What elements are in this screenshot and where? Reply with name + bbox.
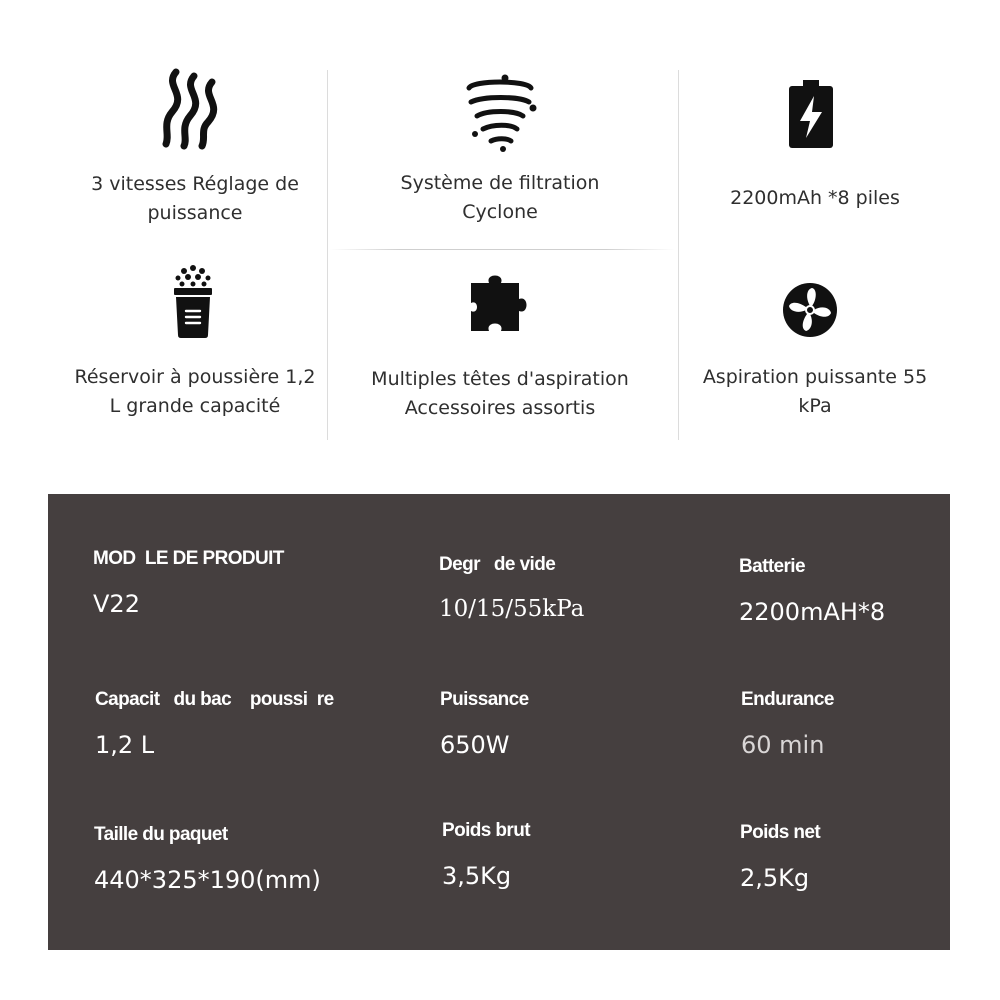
feature-filtration [345,60,655,240]
spec-value: 10/15/55kPa [439,596,585,622]
specifications-panel [48,494,950,950]
spec-vacuum [439,554,584,622]
feature-dust-tank [40,255,350,435]
feature-label: Aspiration puissante 55 kPa [702,366,928,417]
puzzle-piece-icon [467,269,537,339]
cyclone-icon [463,72,537,152]
spec-net-weight [740,822,820,892]
feature-speeds [40,60,350,240]
spec-label: Taille du paquet [94,824,228,845]
spec-value: 440*325*190(mm) [94,866,321,894]
battery-icon [787,80,835,148]
spec-label: Poids brut [442,820,530,841]
feature-suction [660,255,970,435]
spec-value: 2,5Kg [740,864,810,892]
spec-value: 650W [440,731,510,759]
heat-waves-icon [162,68,226,150]
spec-value: 1,2 L [95,731,155,759]
feature-label: Multiples têtes d'aspiration Accessoires assortis [371,368,629,419]
feature-battery [660,60,970,240]
fan-icon [781,281,839,339]
feature-label: 2200mAh *8 piles [730,187,900,209]
feature-heads [345,255,655,435]
spec-package-size [94,824,321,894]
divider-horizontal-center [330,249,675,250]
spec-gross-weight [442,820,530,890]
spec-dust-capacity [95,689,334,759]
spec-model [93,548,284,618]
spec-label: Degr de vide [439,554,556,575]
feature-label: 3 vitesses Réglage de puissance [91,173,299,224]
spec-value: V22 [93,590,140,618]
spec-label: Puissance [440,689,529,710]
feature-grid [0,0,1000,470]
spec-value: 2200mAH*8 [739,598,886,626]
spec-battery [739,556,885,626]
spec-endurance [741,689,834,759]
spec-label: MOD LE DE PRODUIT [93,548,284,569]
spec-label: Capacit du bac poussi re [95,689,334,710]
dust-container-icon [168,263,218,339]
spec-label: Endurance [741,689,834,710]
spec-label: Poids net [740,822,821,843]
feature-label: Réservoir à poussière 1,2 L grande capacité [74,366,316,417]
spec-value: 3,5Kg [442,862,512,890]
spec-power [440,689,529,759]
spec-label: Batterie [739,556,805,577]
feature-label: Système de filtration Cyclone [400,172,600,223]
spec-value: 60 min [741,731,825,759]
